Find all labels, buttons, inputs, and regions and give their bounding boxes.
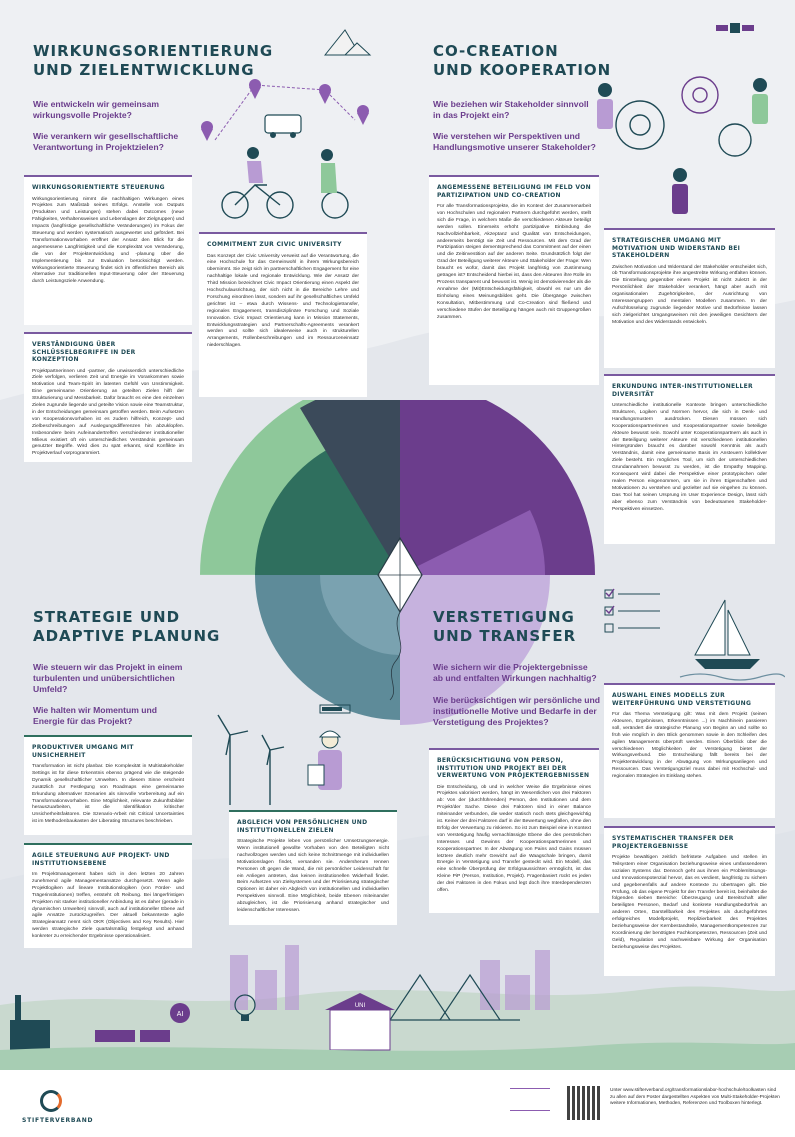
title-line: CO-CREATION <box>433 42 559 60</box>
card-beruecksichtigung <box>429 748 599 913</box>
card-text: Unterschiedliche institutionelle Kontexte bringen unterschiedliche Strukturen, Logiken und Normen hervor, die sich in Denk- und Handlungsmustern ausdrücken. Diesen müssen sich Kooperationspartnerinnen und Kooperationspartner sowie beteiligte Akteure bewusst sein. Sowohl unter Kooperationspartnern als auch in der Beteiligung weiterer Akteure mit verschiedenen institutionellen Hintergründen braucht es darüber sowohl Kenntnis als auch Verständnis, damit eine gemeinsame Basis im Ansteuern kollektiver Ziele besteht. Ein mögliches Tool, um sich der unterschiedlichen Grundannahmen bewusst zu werden, ist die Empathy Mapping. Konsequent wird dabei die Perspektive einer prototypischen oder realen Person eingenommen, um sie in ihren Eigenschaften und Motivationen zu verstehen und gezielter auf sie eingehen zu können. Das Tool hat seinen Ursprung im User Experience Design, lässt sich aber ebenso zum Verständnis von bedeutsamen Stakeholder-Perspektiven einsetzen. <box>612 403 767 512</box>
cyclist-icon <box>222 147 293 218</box>
bus-icon <box>265 115 301 138</box>
footer <box>0 1070 795 1137</box>
mobility-illustration <box>195 15 385 230</box>
card-text: Strategische Projekte leben von persönlicher Umsetzungsenergie. Wenn institutionell gewollte Vorhaben von den Beteiligten nicht nachvollzogen werden und sich keine Schnittmenge mit individuellen Motivationslagen findet, versanden sie. Andersherum rennen Personen oft gegen die Wand, die mit persönlicher Leidenschaft für ein Anliegen antreten, das keinen institutionellen Widerhall findet. Beim Aufsetzen von Zielsystemen und der Priorisierung strategischer Optionen ist daher ein Abgleich von institutionellen und individuellen Perspektiven sinnvoll. Eine Möglichkeit, beide Ebenen miteinander abzugleichen, ist die Priorisierung anhand strategischer und leidenschaftlicher Interessen. <box>237 839 389 914</box>
card-text: Im Projektmanagement haben sich in den letzten 20 Jahren zunehmend agile Managementansätze durchgesetzt. Wenn agile Projektlogiken auf lineare Institutionslogiken (von Förder- und Trägerinstitutionen) treffen, entsteht oft Reibung. Bei längerfristigen Projekten mit starker institutioneller Anbindung ist es daher (gerade in dynamischen Umwelten) sinnvoll, auch auf institutioneller Ebene auf agile Ansätze zurückzugreifen. Der aktuell bekannteste agile Strategieansatz nennt sich OKR (Objectives and Key Results). Hier werden strategische Ziele quartalsmäßig festgelegt und anhand konkreter zu erreichender Ergebnisse operationalisiert. <box>32 872 184 940</box>
card-title: ANGEMESSENE BETEILIGUNG IM FELD VON PARTIZIPATION UND CO-CREATION <box>437 184 591 199</box>
card-text: Projektpartnerinnen und -partner, die unwissentlich unterschiedliche Ziele verfolgen, verlieren Zeit und Energie im Vorankommen sowie Motivation und Team-Spirit im latenten Gefühl von Unstimmigkeit. Eine gemeinsame Orientierung an geteilten Zielen hilft der Strukturierung und Messbarkeit. Dafür braucht es eine den einzelnen Zielen zugrunde liegende und geteilte Vision sowie eine Teamstruktur, in der Entscheidungen gemeinsam getroffen werden. Beim Aufsetzen von Kooperationsvorhaben ist es zudem hilfreich, Konzept- und Zielbeschreibungen auf Auslegungsdifferenzen hin abzuklopfen. Insbesondere beim Aufeinandertreffen verschiedener institutioneller Milieus existiert oft ein unterschiedliches Verständnis gemeinsam genutzter Begriffe. Wird dies zu spät erkannt, sind Konflikte im Projektverlauf vorprogrammiert. <box>32 368 184 457</box>
card-civic-university <box>199 232 367 397</box>
card-auswahl-modell <box>604 683 775 818</box>
card-abgleich <box>229 810 397 925</box>
cityscape-illustration <box>0 935 795 1070</box>
card-title: ERKUNDUNG INTER-INSTITUTIONELLER DIVERSITÄT <box>612 383 753 398</box>
sailboat-icon <box>680 600 785 680</box>
card-title: PRODUKTIVER UMGANG MIT UNSICHERHEIT <box>32 744 134 759</box>
stifterverband-logo <box>40 1090 62 1112</box>
card-text: Für alle Transformationsprojekte, die im Kontext der Zusammenarbeit von Hochschulen und regionalen Partnern durchgeführt werden, stellt sich die Frage, in welchem Maße die verschiedenen Akteure beteiligt werden sollen. Einerseits erhöht partizipative Einbindung die Nachvollziehbarkeit, Akzeptanz und Qualität von Entscheidungen, andererseits benötigt sie Zeit und Ressourcen. Mit dem Grad der Partizipation steigen dementsprechend das Commitment auf der einen und die Zeitinvestition auf der anderen Seite. Grundsätzlich folgt der Grad der Beteiligung weiterer Akteure und Stakeholder der Frage: Wen braucht es wofür, damit das Projekt langfristig von Zustimmung getragen ist? Entscheidend hierbei ist, dass den Akteuren ihre Rolle im Prozess transparent und bewusst ist. Wenig ist demotivierender als die Annahme der (Mit)Entscheidungsfähigkeit, obwohl es nur um die Einholung eines Meinungsbildes geht. Die Übergänge zwischen Konsultation, Mitbestimmung und Co-Creation sind fließend und verschiedene Stufen der Beteiligung hängen auch mit Gruppengrößen zusammen. <box>437 204 591 320</box>
satellite-icon <box>716 23 754 33</box>
map-pin-icon <box>357 105 369 125</box>
card-title: AGILE STEUERUNG AUF PROJEKT- UND INSTITUTIONSEBENE <box>32 852 170 867</box>
card-agile-steuerung <box>24 843 192 948</box>
card-motivation <box>604 228 775 368</box>
card-verstaendigung <box>24 332 192 462</box>
card-title: WIRKUNGSORIENTIERTE STEUERUNG <box>32 184 165 191</box>
card-text: Transformation ist nicht planbar. Die Komplexität in Multistakeholder Settings ist für diese Erkenntnis ebenso prägend wie die steigende Dynamik gesellschaftlicher Umwelten. In diesem Sinne erscheint zusätzlich zur Festlegung von Roadmaps eine gemeinsame Erkundung alternativer Szenarien als sinnvolle Vorbereitung auf ein Transformationsvorhaben. Eine Möglichkeit, relevante Zukunftsbilder herauszuarbeiten, ist die Identifikation kritischer Unsicherheitsfaktoren. Die Szenario-Arbeit mit Critical Uncertainties ist im Methodenbaukasten der Liberating Structures beschrieben. <box>32 764 184 825</box>
title-line: ADAPTIVE PLANUNG <box>33 627 221 645</box>
question-1: Wie entwickeln wir gemeinsam wirkungsvolle Projekte? <box>33 99 160 120</box>
card-text: Die Entscheidung, ob und in welcher Weise die Ergebnisse eines Projektes valorisiert werden, hängt im Wesentlichen von drei Faktoren ab: Von der (durchführenden) Person, den Institutionen und dem Projekt/der Sache. Diese drei Faktoren sind in einer Balance miteinander verbunden, die weder statisch noch stets gleichgewichtig ist. Keiner der drei Faktoren darf in der Bewertung wegfallen, ohne den Erfolg der Verwertung zu riskieren. So ist zum Beispiel eine in Kontext von Verstetigung häufig vernachlässigte Ebene die des persönlichen Interesses und Gewinns der Kooperationspartnerinnen und Kooperationspartner. In der Abwägung von Pains and Gains müssen letztere deutlich mehr Gewicht auf die Waagschale bringen, damit Energie in Verstetigung und Transfer gesteckt wird. Ein Modell, das eine schnelle Überprüfung der Erfolgsaussichten ermöglicht, ist das Kleine PiP (Person, Institution, Projekt). Fragenbasiert rückt es jeden der drei Faktoren in den Fokus und legt doch ihre Interdependenzen offen. <box>437 784 591 894</box>
qr-code-icon <box>567 1086 601 1120</box>
gear-icon <box>616 101 664 149</box>
question-2: Wie berücksichtigen wir persönliche und institutionelle Motive und Bedarfe in der Verstetigung des Projektes? <box>433 695 601 727</box>
map-pin-icon <box>319 84 331 104</box>
energy-illustration <box>200 695 370 805</box>
map-pin-icon <box>249 79 261 99</box>
title-line: UND KOOPERATION <box>433 61 612 79</box>
engineer-icon <box>308 731 342 790</box>
ai-label: AI <box>176 1011 184 1018</box>
card-diversitaet <box>604 374 775 544</box>
card-title: BERÜCKSICHTIGUNG VON PERSON, INSTITUTION UND PROJEKT BEI DER VERWERTUNG VON PROJEKTERGEBNISSEN <box>437 757 590 779</box>
wind-turbine-icon <box>218 715 284 805</box>
solar-panel-icon <box>95 1030 170 1042</box>
title-line: STRATEGIE UND <box>33 608 181 626</box>
card-text: Wirkungsorientierung nimmt die nachhaltigen Wirkungen eines Projektes zum Maßstab seines Erfolgs. Anstelle von Outputs (Produkten und Leistungen) stehen dabei Outcomes (neue Fähigkeiten, Verhaltensweisen und Lebenslagen der Zielgruppen) und Impacts (langfristige gesellschaftliche Veränderungen) im Fokus der Steuerung und werden systematisch ausgewertet und gefördert. Bei Transformationsvorhaben eröffnet der Ansatz den Blick für die angemessene Langfristigkeit und die Komplexität von Veränderung, die von der Projektentwicklung und -planung über die Implementierung bis zur Evaluation berücksichtigt werden. Wirkungsorientierte Steuerung findet sich im öffentlichen Bereich als Alternative zur traditionellen Input-Steuerung oder der Steuerung durch Leistungsziele Anwendung. <box>32 196 184 285</box>
question-1: Wie beziehen wir Stakeholder sinnvoll in das Projekt ein? <box>433 99 589 120</box>
brand-name: STIFTERVERBAND <box>22 1117 94 1124</box>
person-icon <box>672 168 688 214</box>
battery-icon <box>320 705 350 713</box>
card-text: Für das Thema Verstetigung gilt: Was mit dem Projekt (seinen Akteuren, Ergebnissen, Erkenntnissen ...) im Nachhinein passieren soll, verändert die strategische Planung von Beginn an und sollte so früh wie möglich in den Blick genommen sowie in den Schleifen des agilen Managements überprüft werden. Einen Überblick über die verschiedenen Möglichkeiten der Verstetigung bietet der Wirkungsverbund. Die Entscheidung fällt bereits bei der Projektentwicklung in der Abwägung von Wirkungsanliegen und Ressourcen. Das Verstetigungsziel muss dabei mit Hochschul- und regionalen Strategien im Einklang stehen. <box>612 712 767 780</box>
person-icon <box>597 83 613 129</box>
card-unsicherheit <box>24 735 192 835</box>
checklist-icon <box>605 589 660 632</box>
title-line: VERSTETIGUNG <box>433 608 575 626</box>
card-text: Zwischen Motivation und Widerstand der Stakeholder entscheidet sich, ob Transformationsprojekte ihre angestrebte Wirkung entfalten können. Die Einstellung gegenüber einem Projekt ist nicht zuletzt in der Persönlichkeit der Stakeholder verankert, hängt aber auch mit organisationalen Zugehörigkeiten, der Ausrichtung von Interessengruppen und mentalen Modellen zusammen. In der Aufschlüsselung zugrunde liegender Motive und Bedürfnisse lassen sich zielgerichtet Umgangsweisen mit den jeweiligen Gesichtern der Motivation und des Widerstands entwickeln. <box>612 264 767 325</box>
card-title: AUSWAHL EINES MODELLS ZUR WEITERFÜHRUNG UND VERSTETIGUNG <box>612 692 752 707</box>
card-text: Das Konzept der Civic University verweist auf die Verantwortung, die eine Hochschule für das Gemeinwohl in ihrem Wirkungsbereich übernimmt. Sie zeigt sich im partnerschaftlichen Engagement für eine nachhaltige lokale und regionale Entwicklung. Wie der Ansatz der Third Mission bezeichnet Civic Impact Orientierung einen Aspekt der Hochschulausrichtung, der sich nicht in die Bereiche Lehre und Forschung einordnen lässt, sondern auf ihr gesellschaftliches Umfeld gerichtet ist – etwa durch Wissens- und Technologietransfer, regionales Engagement, transdisziplinäre Forschung und Soziale Innovation. Civic Impact Orientierung kann in Mission Statements, Entwicklungsstrategien und Partnerschafts-Agreements verankert werden und sollte sich idealerweise auch in strukturellen Arrangements, Rollenbeschreibungen und im Ressourceneinsatz niederschlagen. <box>207 253 359 349</box>
title-line: UND ZIELENTWICKLUNG <box>33 61 255 79</box>
card-beteiligung <box>429 175 599 385</box>
card-title: VERSTÄNDIGUNG ÜBER SCHLÜSSELBEGRIFFE IN DER KONZEPTION <box>32 341 136 363</box>
footer-note: Unter www.stifterverband.org/transformationslabor-hochschule/toolkasten sind zu allen auf dem Poster dargestellten Aspekten von Multi-Stakeholder-Projekten weitere Informationen, Methoden, Referenzen und Toolboxen hinterlegt. <box>610 1088 780 1106</box>
wheelchair-person-icon <box>321 149 348 218</box>
map-pin-icon <box>201 121 213 141</box>
arrow-icon <box>510 1110 550 1111</box>
question-2: Wie verankern wir gesellschaftliche Verantwortung in Projektzielen? <box>33 131 179 152</box>
ai-bubble-icon <box>170 1003 190 1023</box>
card-title: STRATEGISCHER UMGANG MIT MOTIVATION UND WIDERSTAND BEI STAKEHOLDERN <box>612 237 741 259</box>
question-2: Wie verstehen wir Perspektiven und Handlungsmotive unserer Stakeholder? <box>433 131 596 152</box>
gear-icon <box>719 124 751 156</box>
section-title-strategie <box>33 608 253 646</box>
title-line: UND TRANSFER <box>433 627 577 645</box>
question-2: Wie halten wir Momentum und Energie für das Projekt? <box>33 705 158 726</box>
uni-label: UNI <box>354 1003 366 1009</box>
card-title: ABGLEICH VON PERSÖNLICHEN UND INSTITUTIONELLEN ZIELEN <box>237 819 368 834</box>
card-text: Projekte bewältigen zeitlich befristete Aufgaben und stellen im Teilsystem einer Organisation beziehungsweise eines umfassenderen sozialen Systems dar. Dennoch geht aus ihnen ein Problemlösungs- und Innovationspotenzial hervor, das es verdient, langfristig zu sichern und gegebenenfalls auf andere Kontexte zu übertragen gilt. Die Prüfung, ob das eigene Projekt für den Transfer bereit ist, beinhaltet die folgenden sieben Bereiche: Überzeugung und Bereitschaft aller beteiligten Personen, Bedarf und konkrete Handlungsbedürfnis an anderen Orten, Darstellbarkeit des Projektes als durchgeführtes erfolgreiches Modellprojekt, Replizierbarkeit des Projektes beziehungsweise der Kernbestandteile, Managementkompetenzen zur Koordinierung der benötigten Fachkompetenzen, Ressourcen (Zeit und Geld), Regulation und nachweisbare Wirkung der Organisation beziehungsweise des Projektes. <box>612 855 767 950</box>
question-1: Wie sichern wir die Projektergebnisse ab und entfalten Wirkungen nachhaltig? <box>433 662 597 683</box>
person-icon <box>752 78 768 124</box>
card-title: SYSTEMATISCHER TRANSFER DER PROJEKTERGEBNISSE <box>612 835 734 850</box>
arrow-icon <box>510 1088 550 1089</box>
card-title: COMMITMENT ZUR CIVIC UNIVERSITY <box>207 241 342 248</box>
card-wirkungsorientierte-steuerung <box>24 175 192 325</box>
title-line: WIRKUNGSORIENTIERUNG <box>33 42 274 60</box>
question-1: Wie steuern wir das Projekt in einem turbulenten und unübersichtlichen Umfeld? <box>33 662 183 694</box>
gear-icon <box>682 77 718 113</box>
transfer-illustration <box>600 585 785 690</box>
